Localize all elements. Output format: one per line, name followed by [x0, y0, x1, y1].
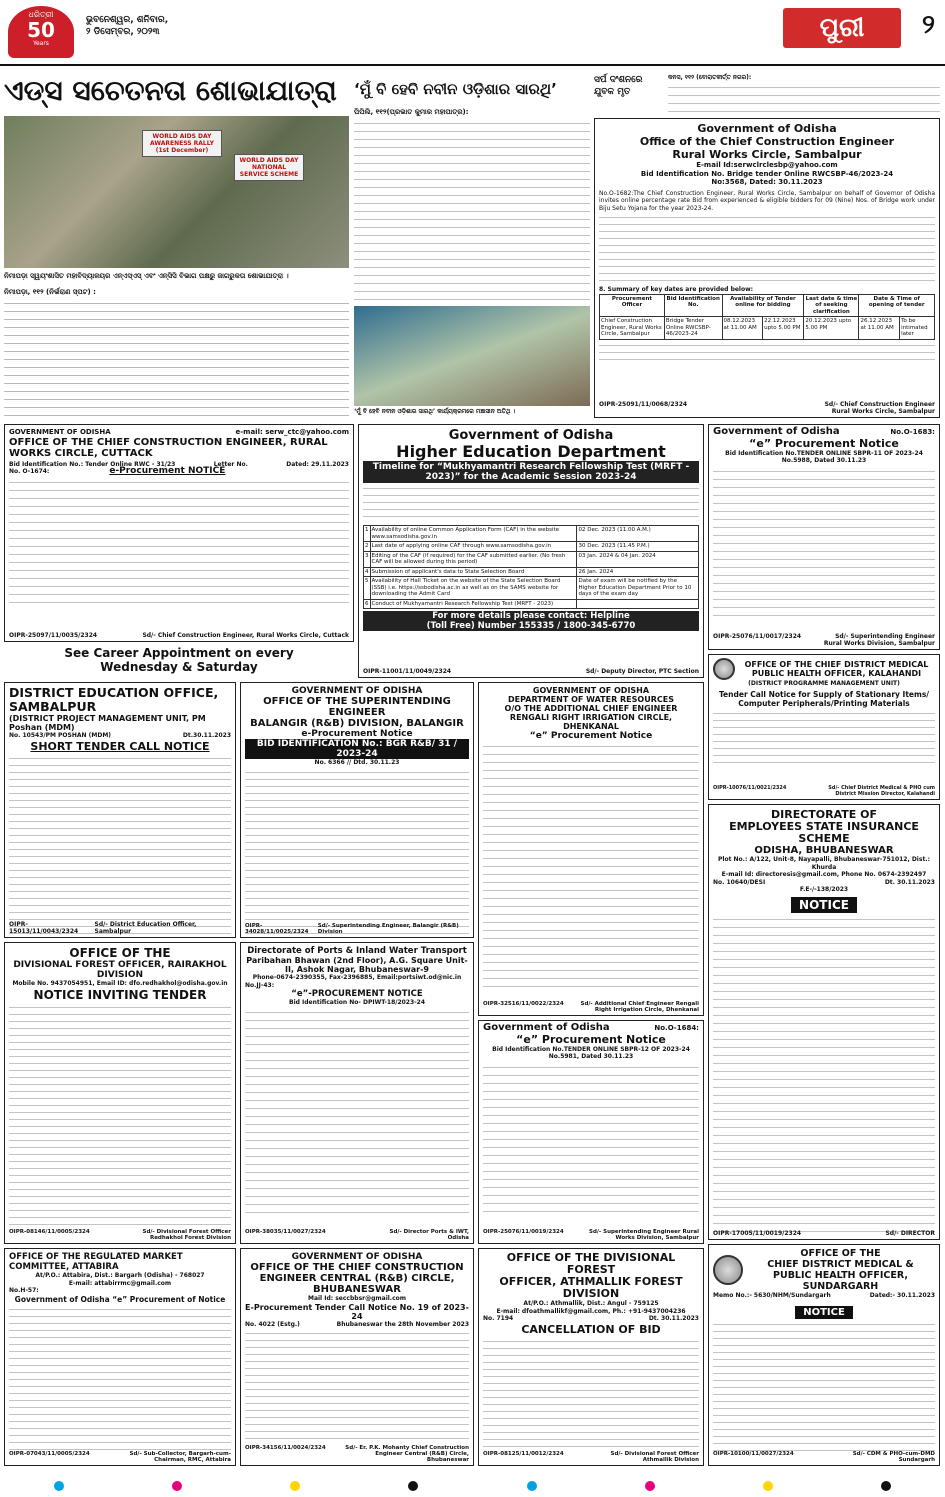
ad-footer: [363, 668, 699, 675]
table-cell: 30 Dec. 2023 (11.45 P.M.): [577, 542, 699, 552]
tender-body-filler: [245, 769, 469, 937]
table-row: [364, 577, 699, 600]
email: e-mail: serw_ctc@yahoo.com: [235, 428, 349, 436]
notice-number: No. 10640/DESI: [713, 878, 766, 886]
notice-title: Government of Odisha “e” Procurement of Notice: [14, 1294, 226, 1304]
table-cell: Submission of applicant's data to State Selection Board: [370, 567, 577, 577]
table-header: Bid Identification No.: [664, 294, 722, 317]
letter-number: No.5981, Dated 30.11.23: [548, 1053, 634, 1060]
circle-title: Rural Works Circle, Sambalpur: [672, 148, 862, 161]
notice-title: SHORT TENDER CALL NOTICE: [30, 739, 210, 753]
table-cell: [577, 599, 699, 609]
signatory: Sd/- District Education Officer, Sambalpur: [94, 921, 197, 935]
ad-footer: [9, 1451, 231, 1463]
notice-body-filler: [9, 1004, 231, 1230]
masthead: [0, 0, 945, 66]
notice-title: “e” Procurement Notice: [529, 731, 653, 741]
notice-number: No.O-1683:: [890, 428, 935, 436]
oipr-code: OIPR-25097/11/0035/2324: [9, 632, 98, 639]
office-title: OFFICE OF THE REGULATED MARKET COMMITTEE, ATTABIRA: [9, 1252, 183, 1272]
govt-label: GOVERNMENT OF ODISHA: [291, 686, 423, 696]
rally-photo: [4, 116, 349, 268]
signatory: Sd/- Superintending Engineer, Balangir (R&B) Division: [317, 923, 459, 935]
oipr-code: OIPR-32516/11/0022/2324: [483, 1001, 564, 1007]
tender-cuttack: [4, 424, 354, 642]
table-row: [364, 551, 699, 567]
notes-filler: [599, 342, 935, 366]
title-line-1: OFFICE OF THE: [69, 946, 171, 960]
ad-footer: [483, 1001, 699, 1013]
table-cell: 1: [364, 526, 371, 542]
signatory-office: Rural Works Division, Sambalpur: [823, 640, 935, 647]
right-headline: [594, 74, 664, 98]
office-title: DISTRICT EDUCATION OFFICE, SAMBALPUR: [9, 685, 219, 714]
logo-years: 50: [27, 18, 55, 42]
notice-attabira: [4, 1248, 236, 1466]
table-cell: 2: [365, 543, 369, 549]
black-dot-icon: [408, 1481, 418, 1491]
notice-deo-sambalpur: [4, 682, 236, 938]
tender-rural-sambalpur: [594, 118, 940, 418]
mid-story-photo: [354, 306, 590, 406]
notice-title: E-Procurement Tender Call Notice No. 19 of 2023-24: [245, 1302, 469, 1321]
notice-number: No. O-1674:: [9, 468, 50, 475]
unit-title: (DISTRICT PROJECT MANAGEMENT UNIT, PM Poshan (MDM): [9, 714, 206, 732]
ad-footer: [599, 401, 935, 415]
title-line-1: DIRECTORATE OF: [771, 808, 877, 821]
oipr-code: OIPR-25076/11/0017/2324: [713, 633, 802, 640]
yellow-dot-icon: [763, 1481, 773, 1491]
table-cell: 4: [365, 568, 369, 575]
right-headline-2: ଯୁବକ ମୃତ: [594, 87, 631, 97]
notice-number: No. 7194: [483, 1315, 514, 1322]
notice-body-filler: [713, 1321, 935, 1451]
table-cell: 26 Jan. 2024: [577, 567, 699, 577]
intro-filler: [363, 485, 699, 523]
tender-body: No.O-1682:The Chief Construction Engineer, Rural Works Circle, Sambalpur on behalf of Governor of Odisha invites online percentage rate Bid from experienced & eligible bidders for 09 (Nine) Nos. of Bridge work under Biju Setu Yojana for the year 2023-24.: [599, 189, 935, 212]
table-row: [364, 526, 699, 542]
table-cell: To be intimated later: [900, 317, 935, 340]
signatory: Sd/- Er. P.K. Mohanty Chief Construction Engineer Central (R&B) Circle, Bhubaneswar: [345, 1445, 469, 1463]
govt-label: GOVERNMENT OF ODISHA: [9, 428, 111, 436]
bid-identification: Bid Identification No.: Tender Online RWC - 31/23: [9, 460, 176, 468]
black-dot-icon: [881, 1481, 891, 1491]
govt-seal-icon: [713, 1255, 743, 1285]
photo-banner-1: WORLD AIDS DAY AWARENESS RALLY (1st December): [142, 130, 222, 157]
table-row: [364, 599, 699, 609]
table-cell: 26.12.2023 at 11.00 AM: [859, 317, 900, 340]
signatory: Sd/- Chief Construction Engineer: [824, 401, 935, 408]
notice-number: No.O-1684:: [654, 1024, 699, 1032]
tender-sbpr-11: [708, 424, 940, 650]
notice-title: NOTICE: [791, 897, 857, 913]
signatory: Sd/- Superintending Engineer: [835, 633, 935, 640]
notice-body-filler: [9, 1306, 231, 1452]
cyan-dot-icon: [54, 1481, 64, 1491]
main-story-body: [4, 300, 349, 416]
notice-rairakhol: [4, 942, 236, 1244]
notice-number: No. 10543/PM POSHAN (MDM): [9, 732, 112, 739]
oipr-code: OIPR-07043/11/0005/2324: [9, 1451, 90, 1457]
career-line-2: Wednesday & Saturday: [100, 660, 258, 674]
govt-label: Government of Odisha: [697, 122, 837, 135]
table-header: Procurement Officer: [600, 294, 665, 317]
govt-label: GOVERNMENT OF ODISHA: [532, 686, 650, 695]
table-cell: 22.12.2023 upto 5.00 PM: [763, 317, 804, 340]
date: Dated:- 30.11.2023: [869, 1292, 935, 1299]
bid-identification: Bid Identification No- DPIWT-18/2023-24: [289, 999, 425, 1006]
mid-dateline: ପିପିଲି, ୧୧୨(ପ୍ରଭାତ କୁମାର ମହାପାତ୍ର):: [354, 108, 469, 116]
section-title: ପୁରୀ: [783, 8, 901, 48]
ad-footer: [483, 1229, 699, 1241]
tender-sbpr-12: [478, 1020, 704, 1244]
contact: Mobile No. 9437054951, Email ID: dfo.redhakhol@odisha.gov.in: [12, 980, 228, 987]
title-line-2: DIVISIONAL FOREST OFFICER, RAIRAKHOL DIVISION: [13, 960, 227, 980]
email: E-mail: dfoathmallikf@gmail.com, Ph.: +91-9437004236: [496, 1307, 686, 1315]
helpline-bar: [363, 611, 699, 631]
office-title: OFFICE OF THE CHIEF CONSTRUCTION ENGINEER, RURAL WORKS CIRCLE, CUTTACK: [9, 436, 328, 459]
oipr-code: OIPR-10100/11/0027/2324: [713, 1451, 794, 1457]
office-title: OFFICE OF THE SUPERINTENDING ENGINEER: [263, 696, 451, 718]
cyan-dot-icon: [527, 1481, 537, 1491]
table-cell: Conduct of Mukhyamantri Research Fellowship Test (MRFT - 2023): [370, 599, 577, 609]
email: Mail Id: seccbbsr@gmail.com: [307, 1295, 407, 1302]
email: E-mail Id: directoresis@gmail.com, Phone No. 0674-2392497: [721, 871, 927, 878]
letter-number: No:3568, Dated: 30.11.2023: [711, 178, 823, 186]
ad-footer: [9, 921, 231, 935]
summary-title: 8. Summary of key dates are provided below:: [599, 286, 754, 293]
signatory: Sd/- Chief Construction Engineer, Rural Works Circle, Cuttack: [142, 632, 349, 639]
circle-title: RENGALI RIGHT IRRIGATION CIRCLE, DHENKANAL: [509, 713, 673, 731]
title-line-3: PUBLIC HEALTH OFFICER, SUNDARGARH: [773, 1270, 908, 1292]
govt-label: Government of Odisha: [448, 428, 614, 443]
notice-title: e-Procurement Notice: [301, 729, 413, 739]
bid-identification: Bid Identification No.TENDER ONLINE SBPR-11 OF 2023-24: [725, 449, 923, 457]
letter-number: Letter No.: [213, 460, 248, 468]
signatory: Sd/- Deputy Director, PTC Section: [585, 668, 699, 675]
notice-kalahandi: [708, 654, 940, 800]
office-title: Office of the Chief Construction Engineer: [639, 135, 895, 148]
signatory-office: Rural Works Circle, Sambalpur: [831, 408, 935, 415]
ad-footer: [9, 632, 349, 639]
email: E-mail Id:serwclrclesbp@yahoo.com: [696, 161, 838, 169]
signatory: Sd/- Superintending Engineer Rural Works Division, Sambalpur: [589, 1229, 699, 1241]
bid-identification: Bid Identification No. Bridge tender Online RWCSBP-46/2023-24: [640, 169, 894, 178]
notice-title: NOTICE INVITING TENDER: [33, 987, 207, 1002]
helpline-2: (Toll Free) Number 155335 / 1800-345-6770: [426, 621, 636, 631]
logo-sub: Years: [33, 40, 49, 47]
govt-label: GOVERNMENT OF ODISHA: [291, 1252, 423, 1262]
table-row: [364, 567, 699, 577]
helpline-1: For more details please contact: Helpline: [432, 611, 630, 621]
address: At/P.O.: Athmallik, Dist.: Angul - 759125: [523, 1300, 659, 1307]
tender-body-filler: [9, 479, 349, 609]
contact: Phone-0674-2390355, Fax-2396885, Email:portsiwt.od@nic.in: [252, 974, 462, 981]
table-cell: 3: [364, 551, 371, 567]
table-row: [364, 542, 699, 552]
tender-body-filler: [599, 214, 935, 284]
notice-title: NOTICE: [795, 1306, 853, 1319]
notice-title: e-Procurement NOTICE: [109, 466, 226, 476]
main-headline: ଏଡ୍ସ ସଚେତନତା ଶୋଭାଯାତ୍ରା: [4, 74, 337, 107]
address: Paribahan Bhawan (2nd Floor), A.G. Square Unit-II, Ashok Nagar, Bhubaneswar-9: [246, 956, 468, 974]
career-banner: [4, 646, 354, 676]
newspaper-logo: [8, 6, 74, 58]
right-dateline: କନସ, ୧୧୨ (ବୋରାତକୀର୍ତ୍ତ ନଗର):: [668, 74, 752, 81]
main-caption: ନିମାପଡ଼ା ସ୍ୱୟଂଶାସିତ ମହାବିଦ୍ୟାଳୟର ଏନ୍‌ଏସ୍‌ଏସ୍ ଏବଂ ଏନ୍‌ସିସି ବିଭାଗ ପକ୍ଷରୁ ଜାଗରୁକତା ଶୋଭାଯାତ୍ରା ।: [4, 272, 289, 280]
govt-label: Government of Odisha: [713, 426, 840, 437]
key-dates-table: [599, 294, 935, 340]
mid-headline: ‘ମୁଁ ବି ହେବି ନବୀନ ଓଡ଼ିଶାର ସାରଥି’: [354, 80, 557, 98]
notice-body-filler: [713, 710, 935, 766]
oipr-code: OIPR-15013/11/0043/2324: [9, 921, 79, 935]
title-line-2: EMPLOYEES STATE INSURANCE SCHEME: [729, 820, 919, 845]
letter-number: No.5988, Dated 30.11.23: [781, 457, 867, 464]
date: Dt. 30.11.2023: [884, 878, 935, 886]
magenta-dot-icon: [172, 1481, 182, 1491]
office-title: O/O THE ADDITIONAL CHIEF ENGINEER: [504, 704, 678, 713]
signatory: Sd/- Sub-Collector, Bargarh-cum-Chairman, RMC, Attabira: [129, 1451, 231, 1463]
date: Dt. 30.11.2023: [648, 1315, 699, 1322]
signatory: Sd/- Additional Chief Engineer Rengali Right Irrigation Circle, Dhenkanal: [580, 1001, 699, 1013]
oipr-code: OIPR-25076/11/0019/2324: [483, 1229, 564, 1235]
dept-title: Higher Education Department: [396, 442, 666, 461]
signatory: Sd/- CDM & PHO-cum-DMD Sundargarh: [852, 1451, 935, 1463]
dept-title: DEPARTMENT OF WATER RESOURCES: [508, 695, 674, 704]
date-line-1: ଭୁବନେଶ୍ୱର, ଶନିବାର,: [86, 15, 169, 25]
signatory: Sd/- Divisional Forest Officer Athmallik Division: [610, 1451, 699, 1463]
tender-balangir: [240, 682, 474, 938]
signatory: Sd/- Chief District Medical & PHO cum District Mission Director, Kalahandi: [828, 785, 935, 797]
notice-body-filler: [9, 755, 231, 935]
timeline-title: Timeline for “Mukhyamantri Research Fellowship Test (MRFT - 2023)” for the Academic Session 2023-24: [363, 461, 699, 483]
title-line-3: ODISHA, BHUBANESWAR: [754, 845, 894, 856]
notice-sundargarh: [708, 1244, 940, 1466]
notice-title: “e” Procurement Notice: [749, 436, 899, 450]
tender-body-filler: [483, 1064, 699, 1214]
signatory: Sd/- DIRECTOR: [885, 1230, 935, 1237]
right-headline-1: ସର୍ପ ଦଂଶନରେ: [594, 75, 643, 85]
table-cell: Editing of the CAF (if required) for the CAF submitted earlier. (No fresh CAF will be allowed during this period): [370, 551, 577, 567]
right-story-body: [668, 84, 940, 114]
bid-identification: Bid Identification No.TENDER ONLINE SBPR-12 OF 2023-24: [492, 1045, 690, 1053]
table-cell: Bridge Tender Online RWCSBP-46/2023-24: [664, 317, 722, 340]
notice-body-filler: [483, 1338, 699, 1450]
office-title: OFFICE OF THE CHIEF DISTRICT MEDICAL PUBLIC HEALTH OFFICER, KALAHANDI: [744, 660, 929, 678]
table-cell: 02 Dec. 2023 (11.00 A.M.): [577, 526, 699, 542]
timeline-table: [363, 525, 699, 609]
notice-number: No. 4022 (Estg.): [245, 1320, 300, 1328]
oipr-code: OIPR-38035/11/0027/2324: [245, 1229, 326, 1235]
ad-footer: [245, 1229, 469, 1241]
ad-footer: [713, 1230, 935, 1237]
table-cell: 03 Jan. 2024 & 04 Jan. 2024: [577, 551, 699, 567]
ad-footer: [245, 1445, 469, 1463]
oipr-code: OIPR-10076/11/0021/2324: [713, 785, 787, 791]
govt-seal-icon: [713, 658, 735, 680]
notice-number: No.JJ-43:: [245, 981, 275, 989]
email: E-mail: attabirrmc@gmail.com: [68, 1279, 172, 1287]
signatory: Sd/- Director Ports & IWT, Odisha: [389, 1229, 469, 1241]
tender-ports: [240, 942, 474, 1244]
ad-footer: [713, 1451, 935, 1463]
notice-number: No.H-57:: [9, 1287, 39, 1294]
office-title: Directorate of Ports & Inland Water Transport: [247, 946, 467, 956]
date: Dated: 29.11.2023: [286, 460, 349, 468]
office-title: OFFICE OF THE CHIEF CONSTRUCTION ENGINEER CENTRAL (R&B) CIRCLE, BHUBANESWAR: [250, 1262, 464, 1295]
division-title: BALANGIR (R&B) DIVISION, BALANGIR: [250, 718, 464, 729]
table-cell: Last date of applying online CAF through www.samsodisha.gov.in: [370, 542, 577, 552]
date: Dt.30.11.2023: [182, 732, 231, 739]
logo-text: ଧରିତ୍ରୀ: [28, 10, 54, 19]
ad-footer: [713, 785, 935, 797]
registration-marks: [0, 1478, 945, 1494]
notice-title: CANCELLATION OF BID: [521, 1322, 661, 1336]
govt-label: Government of Odisha: [483, 1022, 610, 1033]
table-cell: 5: [364, 577, 371, 600]
tender-dhenkanal: [478, 682, 704, 1016]
ad-footer: [483, 1451, 699, 1463]
notice-title: “e”-PROCUREMENT NOTICE: [291, 989, 423, 999]
photo-banner-2: WORLD AIDS DAY NATIONAL SERVICE SCHEME: [234, 154, 304, 181]
table-cell: 08.12.2023 at 11.00 AM: [722, 317, 763, 340]
file-number: F.E-/-138/2023: [799, 886, 849, 893]
table-header: Date & Time of opening of tender: [859, 294, 935, 317]
table-cell: Availability of online Common Application Form (CAF) in the website www.samsodisha.gov.in: [370, 526, 577, 542]
oipr-code: OIPR-08146/11/0005/2324: [9, 1229, 90, 1235]
oipr-code: OIPR-25091/11/0068/2324: [599, 401, 688, 408]
date-line-2: ୨ ଡିସେମ୍ବର, ୨୦୨୩: [86, 27, 160, 37]
ad-footer: [713, 633, 935, 647]
table-cell: 6: [365, 600, 369, 607]
notice-esis: [708, 804, 940, 1240]
tender-body-filler: [713, 468, 935, 618]
oipr-code: OIPR-11001/11/0049/2324: [363, 668, 452, 675]
yellow-dot-icon: [290, 1481, 300, 1491]
date: Bhubaneswar the 28th November 2023: [336, 1320, 469, 1328]
dateline: [86, 14, 168, 38]
career-line-1: See Career Appointment on every: [64, 646, 294, 660]
oipr-code: OIPR-17005/11/0019/2324: [713, 1230, 802, 1237]
magenta-dot-icon: [645, 1481, 655, 1491]
title-line-2: CHIEF DISTRICT MEDICAL &: [767, 1259, 914, 1270]
table-row: [600, 317, 935, 340]
bid-identification: BID IDENTIFICATION No.: BGR R&B/ 31 / 2023-24: [245, 739, 469, 759]
table-cell: Availability of Hall Ticket on the website of the State Selection Board (SSB) i.e. https://ssbodisha.ac.in as well as on the SAMS website for downloading the Admit Card: [370, 577, 577, 600]
table-header: Availability of Tender online for bidding: [722, 294, 804, 317]
notice-athmallik: [478, 1248, 704, 1466]
title-line-1: OFFICE OF THE: [800, 1248, 881, 1259]
signatory: Sd/- Divisional Forest Officer Redhakhol Forest Division: [142, 1229, 231, 1241]
oipr-code: OIPR-34028/11/0025/2324: [245, 923, 309, 935]
notice-title: Tender Call Notice for Supply of Stationary Items/ Computer Peripherals/Printing Materials: [718, 689, 930, 708]
higher-education-notice: [358, 424, 704, 678]
page-number: ୨: [922, 10, 935, 40]
notice-number: Memo No.:- 5630/NHM/Sundargarh: [713, 1292, 831, 1299]
ad-footer: [245, 923, 469, 935]
unit-title: (DISTRICT PROGRAMME MANAGEMENT UNIT): [748, 680, 900, 687]
mid-story-body: [354, 120, 590, 304]
address: At/P.O.: Attabira, Dist.: Bargarh (Odisha) - 768027: [35, 1272, 205, 1279]
notice-title: “e” Procurement Notice: [516, 1032, 666, 1046]
oipr-code: OIPR-08125/11/0012/2324: [483, 1451, 564, 1457]
tender-body-filler: [245, 1330, 469, 1442]
tender-bbsr-central: [240, 1248, 474, 1466]
address: Plot No.: A/122, Unit-8, Nayapalli, Bhubaneswar-751012, Dist.: Khurda: [718, 856, 930, 871]
oipr-code: OIPR-34156/11/0024/2324: [245, 1445, 326, 1451]
notice-body-filler: [713, 916, 935, 1236]
letter-number: No. 6366 // Dtd. 30.11.23: [314, 759, 400, 766]
table-cell: 20.12.2023 upto 5.00 PM: [804, 317, 859, 340]
ad-footer: [9, 1229, 231, 1241]
table-header: Last date & time of seeking clarification: [805, 295, 858, 315]
table-cell: Chief Construction Engineer, Rural Works Circle, Sambalpur: [600, 317, 665, 340]
table-cell: Date of exam will be notified by the Higher Education Department Prior to 10 days of the exam day: [577, 577, 699, 600]
main-dateline: ନିମାପଡ଼ା, ୧୧୨ (ନିର୍ଭରାଣ ସ୍ପଟ) :: [4, 288, 96, 296]
title-line-2: OFFICER, ATHMALLIK FOREST DIVISION: [499, 1275, 683, 1300]
tender-body-filler: [245, 1009, 469, 1217]
tender-body-filler: [483, 743, 699, 993]
mid-caption: ‘ମୁଁ ବି ହେବି ନବୀନ ଓଡ଼ିଶାର ସାରଥି’ କାର୍ଯ୍ୟକ୍ରମରେ ମଞ୍ଚାସୀନ ଅତିଥି ।: [354, 408, 516, 415]
title-line-1: OFFICE OF THE DIVISIONAL FOREST: [506, 1251, 676, 1276]
